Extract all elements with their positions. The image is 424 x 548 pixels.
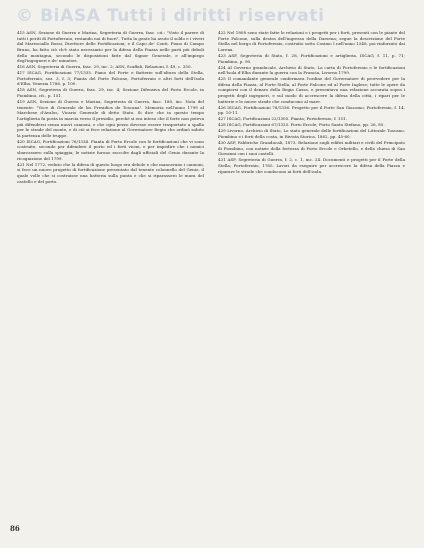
footnote-425: 425 Il comandante generale confermava l'ordine del Governatore di provvedere per la difesa della Piazza, al Forte Stella, al Forte Falcone ed al Forte Inglese; tutte le opere da compiersi con il denaro della Regia Cassa, e presentava una relazione accurata sopra i progetti degli ingegneri, e sul modo di accrescere la difesa della città, i ripari per le batterie e le nuove strade che conducono al mare. (218, 76, 405, 104)
footnote-429: 429 Livorno, Archivio di Stato, Lo stato generale delle fortificazioni del Littorale Toscano, Piombino e i forti della costa, in Rivista Storica, 1862, pp. 45-60. (218, 128, 405, 139)
footnote-418: 418 ASN, Segreteria di Guerra, fasc. 29, inc. 4; Sezione Difensiva del Porto Ercole, in Piombino, cit., p. 151. (17, 87, 204, 99)
page-number: 86 (10, 524, 20, 533)
right-column (218, 30, 405, 174)
footnote-430: 430 ASF, Fabbriche Granducali, 1873. Relazione sugli edifici militari e civili del Principato di Piombino, con notizie della fortezza di Porto Ercole e Orbetello, e della chiesa di San Giovanni con i suoi castelli. (218, 140, 405, 157)
copyright-watermark: © BiASA Tutti i diritti riservati (16, 6, 325, 26)
footnote-427: 427 ISCAG, Fortificazioni 22/1305. Pianta; Portoferraio, f. 151. (218, 116, 347, 122)
footnote-420: 420 ISCAG, Fortificazioni 76/1334. Pianta di Porto Ercole con le fortificazioni che vi sono costruite, seconde per difendere il porto ed i forti vicini, e per impedire che i nemici sbarcassero sulla spiaggia; le notizie furono raccolte dagli ufficiali del Genio durante la ricognizione del 1799. (17, 138, 204, 161)
footnote-415: 415 ASN, Sezione di Guerra e Marina, Segreteria di Guerra, fasc. cit.: "Visto il parere di tutti i periti di Portoferraio, restando noi di fuori". Tutta la gente ha avuto il soldo e i viveri dal Maresciallo Rossi, Direttore delle Fortificazioni; e il Capo de' Conti, Piano di Campo Bruno, ha fatto ciò ch'è stato necessario per la difesa della Piazza nelle parti più deboli della montagna, secondo le disposizioni fatte dal Signor Generale, e all'impiego degl'ingegneri e de' minatori. (17, 30, 204, 64)
footnote-426: 426 ISCAG, Fortificazioni 78/1336. Progetto per il Forte San Giacomo; Portoferraio, f. 14, pp. 10-11. (218, 104, 405, 116)
footnote-431: 431 ASF, Segreteria di Guerra, f. 2, c. 1, inc. 24. Documenti e progetti per il Forte della Stella; Portoferraio, 1765. Lavori da eseguire per accrescere la difesa della Piazza e riparare le strade che conducono ai forti dell'isola. (218, 157, 405, 174)
footnote-419: 419 ASN, Sezione di Guerra e Marina, Segreteria di Guerra, fasc. 180, inc. Nota del tenente: "Voce di Generale de los Presidios de Toscana". Memoria nell'anno 1799 al Marchese d'Avalos, Vicario Generale di detto Stato. Si dice che in questo tempo l'artiglieria fu posta in marcia verso il presidio, perché si era inteso che il forte non poteva più difendersi senza nuovi cannoni, e che ogni pezzo dovesse essere trasportato a spalla per le strade del monte, e di ciò si fece relazione al Governatore Regio che ordinò subito la partenza delle truppe. (17, 99, 204, 138)
footnote-424: 424 Al Governo granducale, Archivio di Stato, La carta di Portoferraio e le fortificazioni nell'Isola d'Elba durante la guerra con la Francia, Livorno 1799. (218, 64, 405, 76)
footnote-421: 421 Nel 1772, veduto che la difesa di questo luogo era debole e che mancavano i cannoni, si fece un nuovo progetto di fortificazione presentato dal tenente colonnello del Genio, il quale volle che si costruisse una batteria sulla punta e che si riparassero le mura del castello e del porto. (17, 161, 204, 184)
footnote-428: 428 ISCAG, Fortificazioni 67/1325. Porto Ercole; Porto Santo Stefano, pp. 26, 85. (218, 122, 385, 128)
footnote-423: 423 ASF, Segreteria di Stato, f. 28, Fortificazioni e artiglieria. ISCAG, f. 11, p. 71; Piombino, p. 90. (218, 52, 405, 64)
left-column (17, 30, 204, 184)
footnote-417: 417 ISCAG, Fortificazioni 77/1335. Piano del Forte e Batterie sull'altura della Stella, Portoferraio, sez. 3, f. 3; Pianta del Forte Falcone, Portoferraio e altri forti dell'Isola d'Elba, Venezia 1786, p. 100. (17, 70, 204, 87)
footnote-416: 416 ASN, Segreteria di Guerra, fasc. 29, inc. 2; ASN, Scaffali, Relazioni, f. 49, c. 350. (17, 64, 192, 70)
footnote-422: 422 Nel 1808 sono state fatte le relazioni e i progetti per i forti, presenti con le piante del Forte Falcone, sulla destra dell'ingresso della Darsena; segue la descrizione del Forte Stella nel borgo di Portoferraio, costruito sotto Cosimo I nell'anno 1548, poi rinforzato dai Lorena. (218, 30, 405, 52)
